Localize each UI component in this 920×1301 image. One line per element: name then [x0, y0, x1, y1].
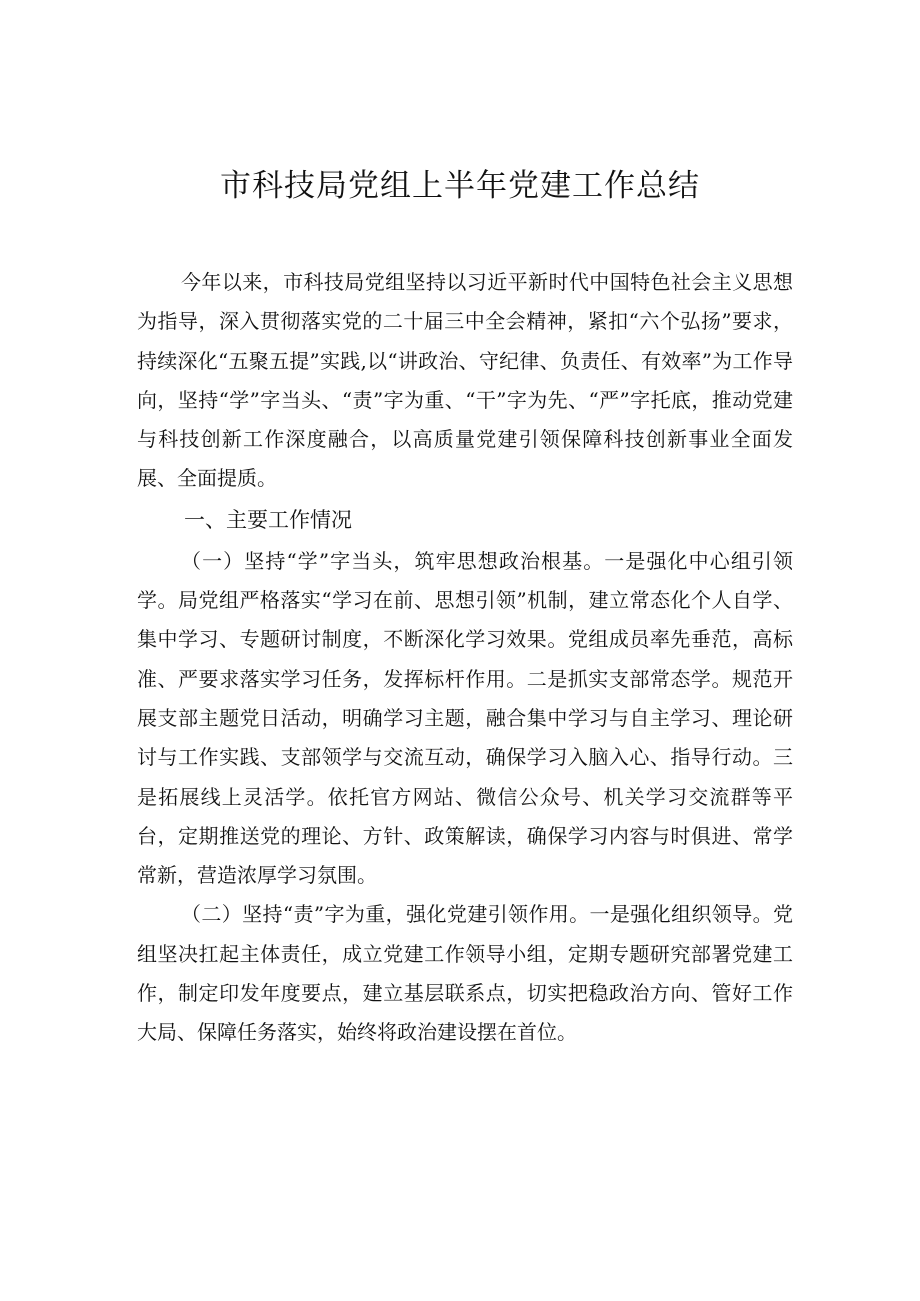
document-body [137, 263, 793, 1053]
subsection-paragraph-study: （一）坚持“学”字当头，筑牢思想政治根基。一是强化中心组引领学。局党组严格落实“学习在前、思想引领”机制，建立常态化个人自学、集中学习、专题研讨制度，不断深化学习效果。党组成员率先垂范，高标准、严要求落实学习任务，发挥标杆作用。二是抓实支部常态学。规范开展支部主题党日活动，明确学习主题，融合集中学习与自主学习、理论研讨与工作实践、支部领学与交流互动，确保学习入脑入心、指导行动。三是拓展线上灵活学。依托官方网站、微信公众号、机关学习交流群等平台，定期推送党的理论、方针、政策解读，确保学习内容与时俱进、常学常新，营造浓厚学习氛围。 [137, 548, 793, 888]
document-title: 市科技局党组上半年党建工作总结 [220, 168, 700, 204]
section-heading-main-work: 一、主要工作情况 [184, 507, 352, 532]
subsection-paragraph-responsibility: （二）坚持“责”字为重，强化党建引领作用。一是强化组织领导。党组坚决扛起主体责任，成立党建工作领导小组，定期专题研究部署党建工作，制定印发年度要点，建立基层联系点，切实把稳政治方向、管好工作大局、保障任务落实，始终将政治建设摆在首位。 [137, 902, 793, 1045]
intro-paragraph: 今年以来，市科技局党组坚持以习近平新时代中国特色社会主义思想为指导，深入贯彻落实党的二十届三中全会精神，紧扣“六个弘扬”要求，持续深化“五聚五提”实践,以“讲政治、守纪律、负责任、有效率”为工作导向，坚持“学”字当头、“责”字为重、“干”字为先、“严”字托底，推动党建与科技创新工作深度融合，以高质量党建引领保障科技创新事业全面发展、全面提质。 [137, 270, 793, 491]
